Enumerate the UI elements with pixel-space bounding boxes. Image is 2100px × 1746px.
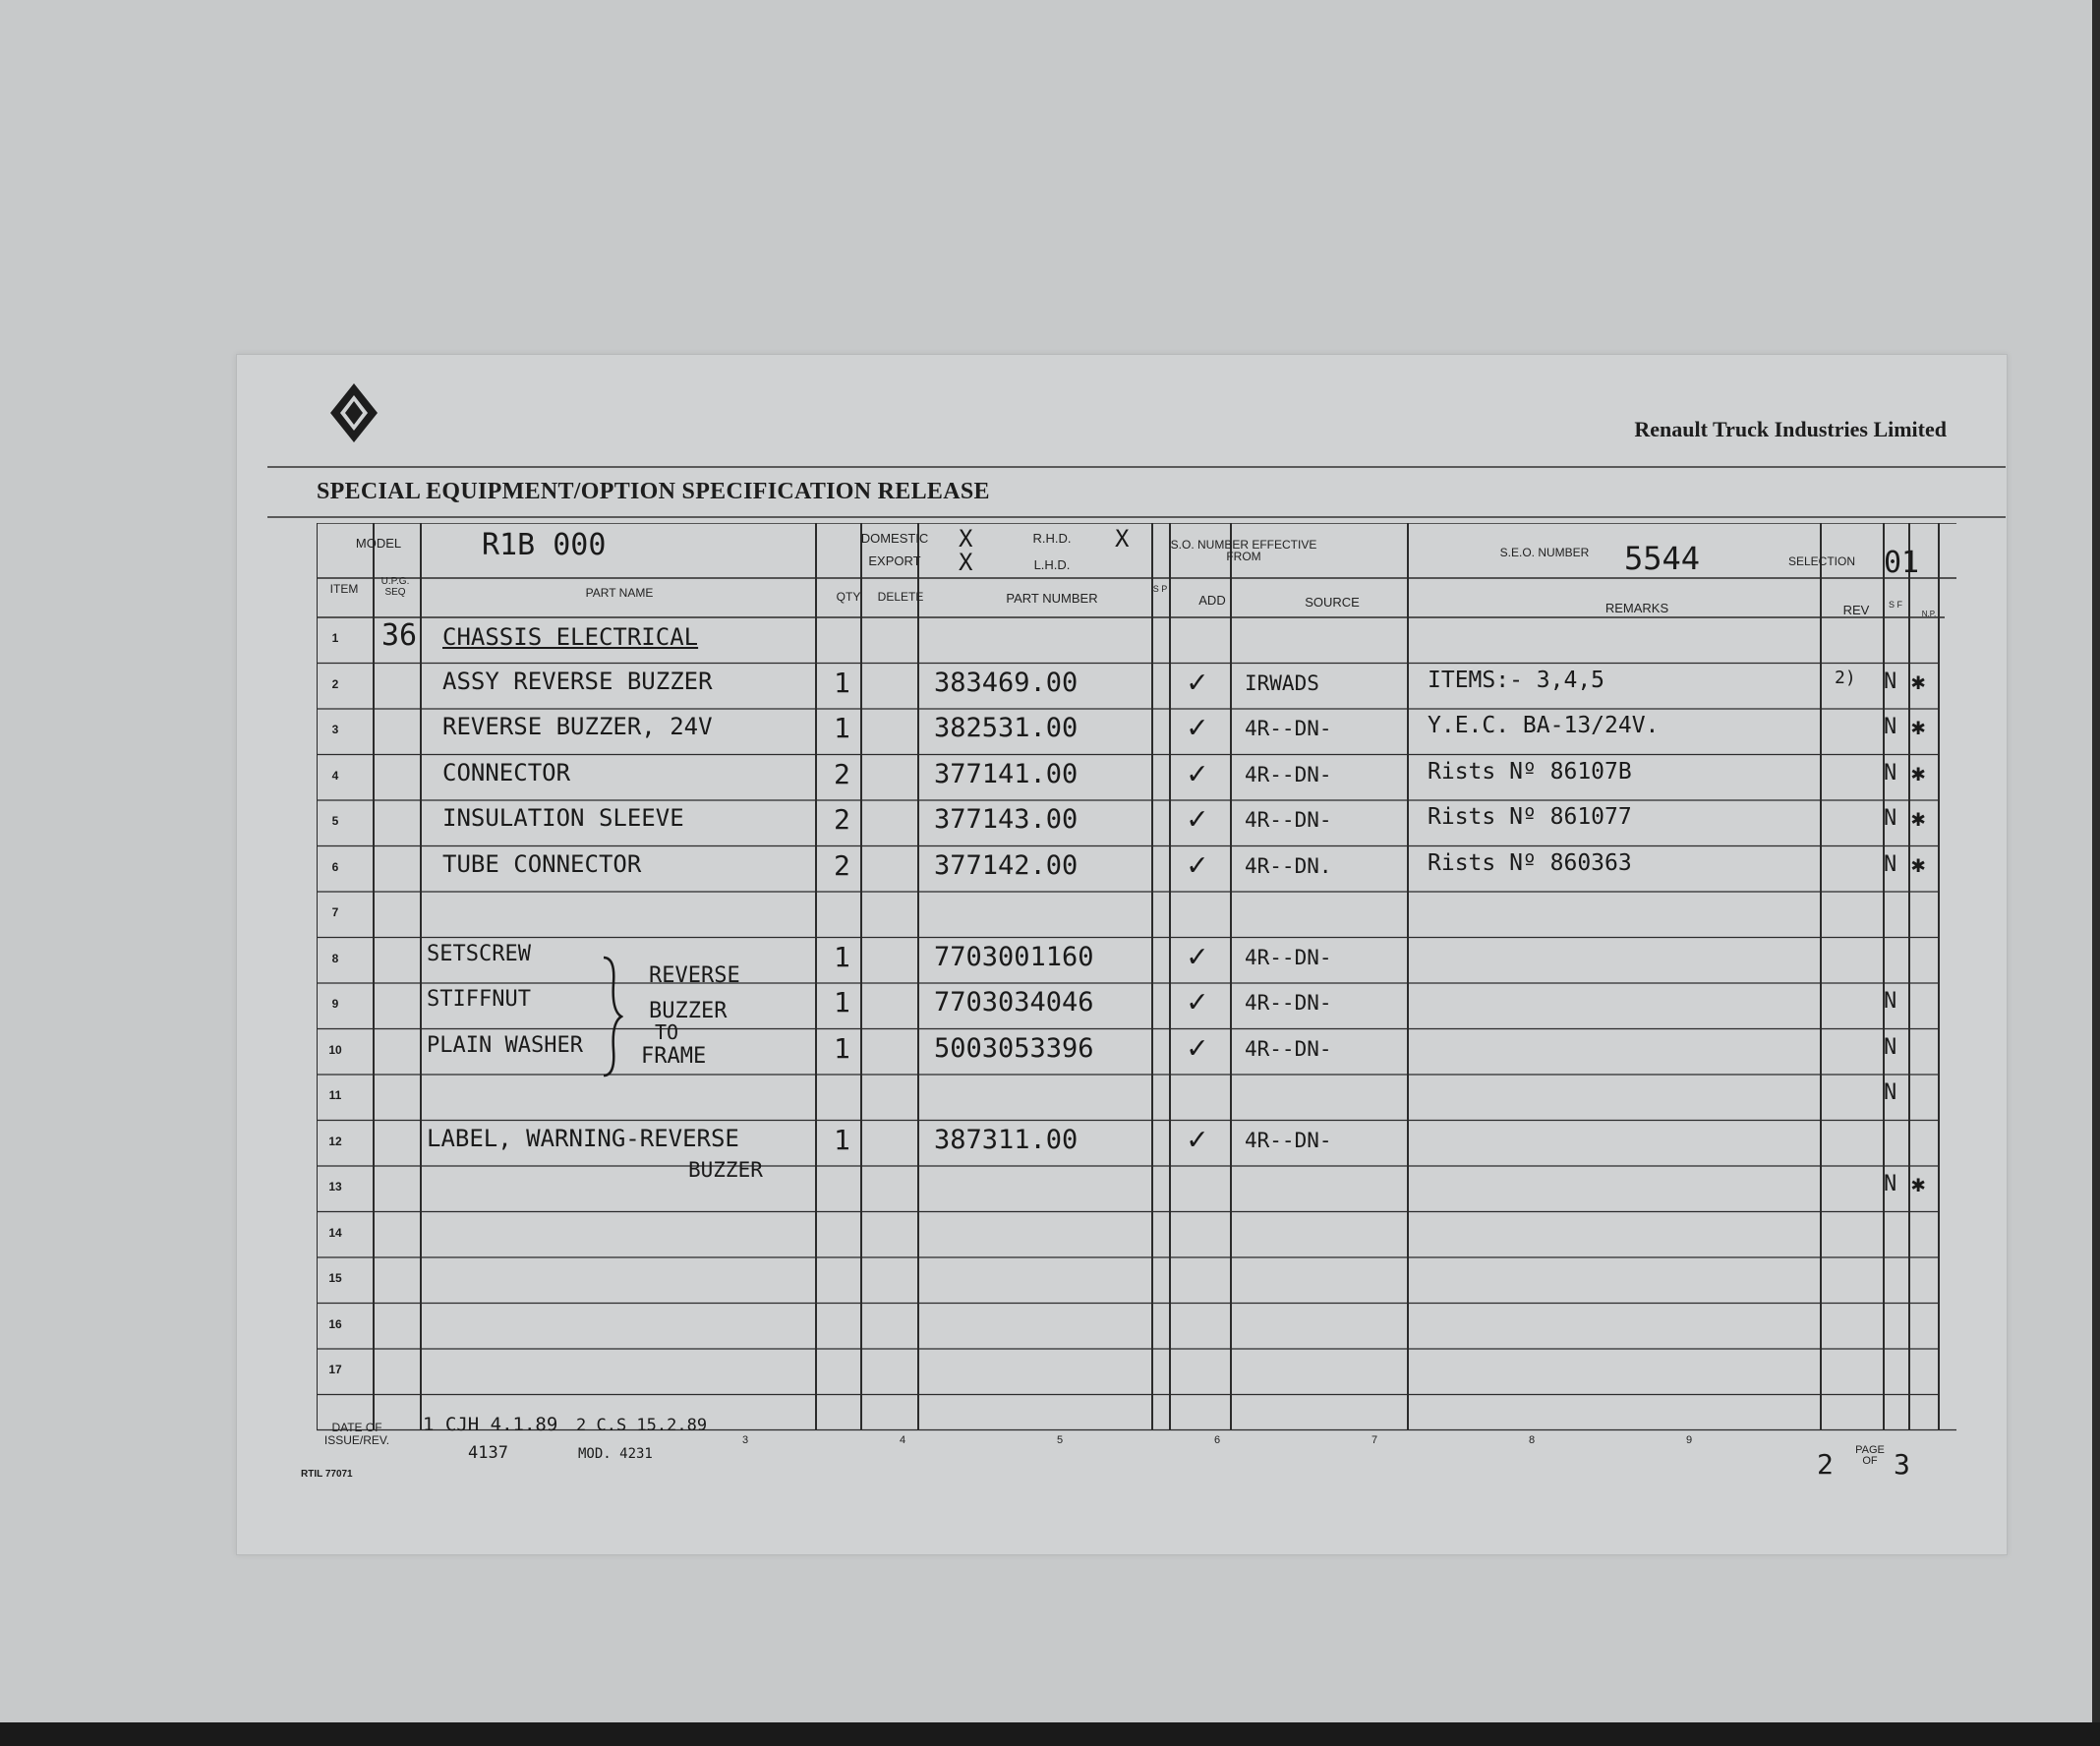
part-name-cell[interactable]: CHASSIS ELECTRICAL: [442, 623, 699, 651]
domestic-checkbox[interactable]: X: [959, 525, 973, 553]
bracket-text-buzzer: BUZZER: [649, 999, 728, 1023]
top-rule: [267, 466, 2006, 468]
source-cell[interactable]: IRWADS: [1245, 670, 1319, 695]
export-checkbox[interactable]: X: [959, 549, 973, 576]
row-number: 5: [331, 814, 339, 828]
row-number: 10: [328, 1042, 342, 1057]
row-number: 2: [331, 676, 339, 691]
row-number: 14: [328, 1225, 342, 1240]
title-rule: [267, 516, 2006, 518]
bracket-text-reverse: REVERSE: [649, 963, 740, 988]
remarks-cell[interactable]: ITEMS:- 3,4,5: [1428, 667, 1605, 693]
rhd-checkbox[interactable]: X: [1115, 525, 1130, 553]
part-name-cell[interactable]: STIFFNUT: [427, 987, 531, 1012]
page-current: 2: [1817, 1448, 1834, 1481]
model-value[interactable]: R1B 000: [482, 528, 607, 562]
part-number-cell[interactable]: 377143.00: [934, 804, 1079, 835]
source-cell[interactable]: 4R--DN-: [1245, 762, 1332, 786]
issue1-mod[interactable]: 4137: [468, 1443, 508, 1463]
row12-second-line: BUZZER: [688, 1158, 763, 1182]
sf-cell[interactable]: N: [1884, 851, 1897, 877]
rev-cell[interactable]: 2): [1835, 667, 1856, 688]
scan-edge-bottom: [0, 1722, 2100, 1746]
col-upg-header: U.P.G. SEQ: [380, 576, 410, 598]
sf-cell[interactable]: N: [1884, 1034, 1897, 1060]
add-check-cell[interactable]: ✓: [1188, 1027, 1207, 1066]
issue-slot-number: 5: [1056, 1434, 1064, 1446]
part-name-cell[interactable]: PLAIN WASHER: [427, 1032, 583, 1058]
row-number: 8: [331, 951, 339, 965]
part-name-cell[interactable]: SETSCREW: [427, 941, 531, 966]
add-check-cell[interactable]: ✓: [1188, 936, 1207, 974]
page-label: PAGE OF: [1855, 1444, 1885, 1467]
sf-cell[interactable]: N: [1884, 989, 1897, 1014]
source-cell[interactable]: 4R--DN-: [1245, 991, 1332, 1015]
part-number-cell[interactable]: 377142.00: [934, 849, 1079, 881]
sf-cell[interactable]: N: [1884, 760, 1897, 786]
upg-seq-cell[interactable]: 36: [381, 618, 418, 653]
issue-slot-number: 4: [899, 1434, 906, 1446]
source-cell[interactable]: 4R--DN-: [1245, 1036, 1332, 1061]
issue2-date[interactable]: 2 C.S 15.2.89: [576, 1416, 708, 1435]
lhd-label: L.H.D.: [1033, 557, 1071, 572]
part-name-cell[interactable]: ASSY REVERSE BUZZER: [442, 667, 713, 695]
domestic-label: DOMESTIC: [860, 531, 929, 546]
qty-cell[interactable]: 2: [834, 757, 850, 790]
star-mark-cell[interactable]: ✱: [1911, 667, 1926, 695]
add-check-cell[interactable]: ✓: [1188, 799, 1207, 837]
model-label: MODEL: [355, 536, 402, 551]
row-number: 13: [328, 1180, 342, 1193]
part-number-cell[interactable]: 5003053396: [934, 1032, 1094, 1064]
issue2-mod[interactable]: MOD. 4231: [578, 1446, 653, 1462]
selection-label: SELECTION: [1787, 554, 1855, 568]
col-last-header: N.P.: [1921, 610, 1937, 618]
form-title: SPECIAL EQUIPMENT/OPTION SPECIFICATION RELEASE: [317, 479, 990, 504]
row-number: 7: [331, 905, 339, 919]
qty-cell[interactable]: 1: [834, 986, 850, 1018]
export-label: EXPORT: [868, 553, 921, 568]
row-number: 16: [328, 1316, 342, 1331]
remarks-cell[interactable]: Rists Nº 860363: [1428, 849, 1632, 876]
col-source-header: SOURCE: [1305, 595, 1360, 610]
so-number-label: S.O. NUMBER EFFECTIVE FROM: [1170, 538, 1317, 563]
star-mark-cell[interactable]: ✱: [1911, 758, 1926, 786]
col-part-name-header: PART NAME: [585, 586, 654, 600]
scan-edge-right: [2092, 0, 2100, 1746]
part-name-cell[interactable]: TUBE CONNECTOR: [442, 849, 642, 878]
source-cell[interactable]: 4R--DN.: [1245, 853, 1332, 878]
col-sp-header: S P: [1152, 584, 1168, 594]
brace-icon: [602, 954, 623, 1079]
part-number-cell[interactable]: 382531.00: [934, 713, 1079, 743]
source-cell[interactable]: 4R--DN-: [1245, 717, 1332, 740]
bracket-text-frame: FRAME: [641, 1044, 707, 1069]
sf-cell[interactable]: N: [1884, 1080, 1897, 1105]
col-item-header: ITEM: [329, 582, 359, 596]
add-check-cell[interactable]: ✓: [1188, 1119, 1207, 1157]
remarks-cell[interactable]: Rists Nº 86107B: [1428, 758, 1632, 785]
sf-cell[interactable]: N: [1884, 806, 1897, 831]
col-part-number-header: PART NUMBER: [1006, 591, 1098, 606]
col-add-header: ADD: [1198, 593, 1226, 608]
issue-slot-number: 6: [1213, 1434, 1221, 1446]
date-of-issue-label: DATE OF ISSUE/REV.: [323, 1421, 390, 1447]
qty-cell[interactable]: 1: [834, 666, 850, 699]
sf-cell[interactable]: N: [1884, 1172, 1897, 1196]
issue-slot-number: 7: [1371, 1434, 1378, 1446]
company-name: Renault Truck Industries Limited: [1634, 417, 1947, 441]
part-name-cell[interactable]: LABEL, WARNING-REVERSE: [427, 1124, 739, 1152]
remarks-cell[interactable]: Y.E.C. BA-13/24V.: [1428, 713, 1660, 738]
qty-cell[interactable]: 1: [834, 1123, 850, 1156]
part-name-cell[interactable]: REVERSE BUZZER, 24V: [442, 713, 713, 740]
part-number-cell[interactable]: 7703034046: [934, 987, 1094, 1018]
row-number: 3: [331, 723, 339, 736]
add-check-cell[interactable]: ✓: [1188, 982, 1207, 1019]
star-mark-cell[interactable]: ✱: [1911, 1170, 1926, 1197]
issue1-date[interactable]: 1 CJH 4.1.89: [423, 1414, 558, 1435]
source-cell[interactable]: 4R--DN-: [1245, 945, 1332, 969]
row-number: 1: [331, 631, 339, 645]
qty-cell[interactable]: 1: [834, 1031, 850, 1065]
part-name-cell[interactable]: INSULATION SLEEVE: [442, 804, 684, 832]
form-grid: [317, 523, 1956, 1467]
issue-slot-number: 8: [1528, 1434, 1536, 1446]
seo-number-value[interactable]: 5544: [1624, 540, 1701, 577]
part-number-cell[interactable]: 383469.00: [934, 667, 1079, 698]
form-reference: RTIL 77071: [301, 1469, 353, 1480]
col-qty-header: QTY: [836, 590, 861, 604]
col-remarks-header: REMARKS: [1604, 601, 1669, 615]
sf-cell[interactable]: N: [1884, 715, 1897, 739]
col-sf-header: S F: [1888, 600, 1902, 610]
page-total: 3: [1894, 1448, 1910, 1481]
part-number-cell[interactable]: 7703001160: [934, 941, 1094, 972]
col-rev-header: REV: [1842, 603, 1870, 617]
source-cell[interactable]: 4R--DN-: [1245, 1128, 1332, 1152]
qty-cell[interactable]: 1: [834, 712, 850, 744]
row-number: 15: [328, 1271, 342, 1285]
row-number: 4: [331, 768, 339, 783]
issue-slot-number: 9: [1685, 1434, 1693, 1446]
remarks-cell[interactable]: Rists Nº 861077: [1428, 804, 1632, 830]
add-check-cell[interactable]: ✓: [1188, 662, 1207, 700]
row-number: 6: [331, 859, 339, 874]
part-number-cell[interactable]: 387311.00: [934, 1124, 1079, 1155]
add-check-cell[interactable]: ✓: [1188, 844, 1207, 883]
qty-cell[interactable]: 1: [834, 940, 850, 973]
source-cell[interactable]: 4R--DN-: [1245, 808, 1332, 832]
add-check-cell[interactable]: ✓: [1188, 708, 1207, 745]
star-mark-cell[interactable]: ✱: [1911, 804, 1926, 832]
star-mark-cell[interactable]: ✱: [1911, 849, 1926, 878]
qty-cell[interactable]: 2: [834, 848, 850, 882]
sf-cell[interactable]: N: [1884, 669, 1897, 694]
row-number: 12: [328, 1134, 342, 1148]
part-name-cell[interactable]: CONNECTOR: [442, 758, 571, 786]
bracket-text-to: TO: [655, 1020, 679, 1044]
row-number: 9: [331, 997, 339, 1011]
row-number: 11: [328, 1088, 342, 1102]
renault-logo-icon: [326, 381, 381, 444]
issue-slot-number: 3: [741, 1434, 749, 1446]
part-number-cell[interactable]: 377141.00: [934, 758, 1079, 789]
seo-number-label: S.E.O. NUMBER: [1499, 546, 1590, 559]
rhd-label: R.H.D.: [1032, 531, 1072, 546]
col-delete-header: DELETE: [877, 590, 924, 604]
add-check-cell[interactable]: ✓: [1188, 753, 1207, 791]
selection-value[interactable]: 01: [1884, 546, 1920, 580]
row-number: 17: [328, 1363, 342, 1376]
star-mark-cell[interactable]: ✱: [1911, 713, 1926, 740]
qty-cell[interactable]: 2: [834, 803, 850, 836]
